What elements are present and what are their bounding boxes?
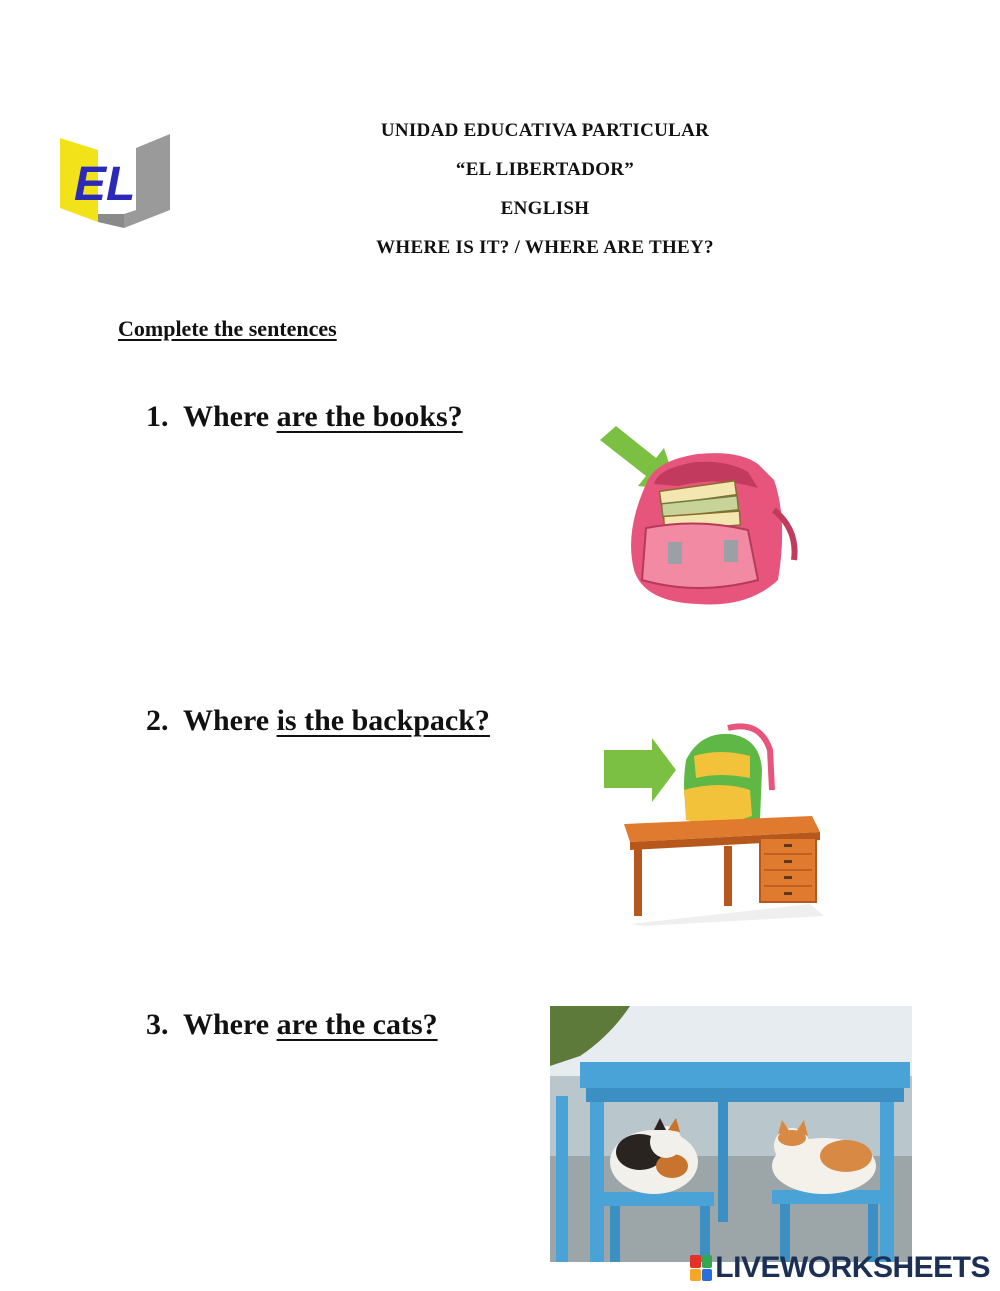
answer-text[interactable]: are the cats? <box>276 1008 438 1041</box>
question-1 <box>146 400 463 434</box>
question-number: 2. <box>146 704 169 737</box>
subject: ENGLISH <box>500 198 590 219</box>
instruction: Complete the sentences <box>118 316 337 341</box>
watermark-text: LIVEWORKSHEETS <box>715 1251 990 1284</box>
question-number: 1. <box>146 400 169 433</box>
svg-text:EL: EL <box>74 158 136 211</box>
question-2 <box>146 704 490 738</box>
answer-text[interactable]: is the backpack? <box>276 704 490 737</box>
question-prefix: Where <box>182 400 270 433</box>
liveworksheets-watermark <box>690 1253 990 1283</box>
question-number: 3. <box>146 1008 169 1041</box>
answer-text[interactable]: are the books? <box>276 400 463 433</box>
question-prefix: Where <box>182 704 270 737</box>
school-type: UNIDAD EDUCATIVA PARTICULAR <box>380 120 710 141</box>
question-3 <box>146 1008 438 1042</box>
liveworksheets-icon <box>690 1255 712 1281</box>
worksheet-title: WHERE IS IT? / WHERE ARE THEY? <box>376 237 714 258</box>
worksheet-header <box>300 118 790 274</box>
school-name: “EL LIBERTADOR” <box>455 159 635 180</box>
cats-under-table-image <box>550 1006 912 1262</box>
books-in-backpack-image <box>598 420 802 610</box>
question-prefix: Where <box>182 1008 270 1041</box>
backpack-on-desk-image <box>600 720 824 926</box>
school-logo <box>58 130 178 230</box>
